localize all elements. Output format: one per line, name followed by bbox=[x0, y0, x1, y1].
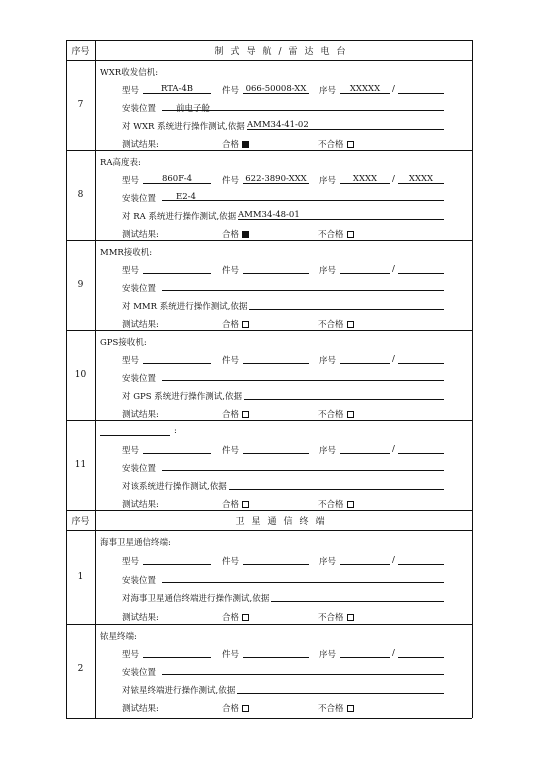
header-number-label: 序号 bbox=[71, 47, 90, 57]
serial-field-2[interactable] bbox=[398, 444, 444, 454]
pass-checkbox[interactable] bbox=[242, 501, 249, 508]
section-number: 9 bbox=[77, 280, 84, 290]
basis-field[interactable]: AMM34-48-01 bbox=[238, 210, 444, 220]
section-header-row bbox=[66, 40, 472, 60]
part-label: 件号 bbox=[222, 86, 240, 96]
table-rule bbox=[66, 718, 472, 719]
fail-label: 不合格 bbox=[318, 410, 344, 420]
equipment-section bbox=[66, 530, 472, 624]
test-instruction: 对 MMR 系统进行操作测试,依据 bbox=[122, 302, 248, 312]
custom-equipment-name-field[interactable] bbox=[100, 426, 170, 436]
result-label: 测试结果: bbox=[122, 320, 159, 330]
model-label: 型号 bbox=[122, 176, 140, 186]
serial-field-2[interactable] bbox=[398, 555, 444, 565]
serial-slash: / bbox=[392, 174, 395, 184]
result-label: 测试结果: bbox=[122, 410, 159, 420]
equipment-title: RA高度表: bbox=[100, 158, 141, 168]
pass-label: 合格 bbox=[222, 500, 240, 510]
header-title: 卫星通信终端 bbox=[235, 517, 332, 527]
location-field[interactable] bbox=[162, 462, 444, 471]
model-field[interactable] bbox=[143, 555, 211, 565]
model-field[interactable] bbox=[143, 354, 211, 364]
location-label: 安装位置 bbox=[122, 374, 157, 384]
fail-label: 不合格 bbox=[318, 500, 344, 510]
result-label: 测试结果: bbox=[122, 613, 159, 624]
equipment-title: 铱星终端: bbox=[100, 632, 137, 642]
pass-checkbox[interactable] bbox=[242, 321, 249, 328]
location-label: 安装位置 bbox=[122, 668, 157, 678]
table-column-rule bbox=[472, 40, 473, 718]
location-label: 安装位置 bbox=[122, 464, 157, 474]
result-label: 测试结果: bbox=[122, 704, 159, 714]
fail-checkbox[interactable] bbox=[347, 411, 354, 418]
equipment-section bbox=[66, 420, 472, 510]
result-label: 测试结果: bbox=[122, 230, 159, 240]
serial-slash: / bbox=[392, 84, 395, 94]
part-field[interactable] bbox=[243, 648, 309, 658]
location-field[interactable] bbox=[162, 574, 444, 583]
test-instruction: 对铱星终端进行操作测试,依据 bbox=[122, 686, 236, 696]
model-field[interactable]: 860F-4 bbox=[143, 174, 211, 184]
location-field[interactable] bbox=[162, 666, 444, 675]
header-number-label: 序号 bbox=[71, 517, 90, 527]
model-field[interactable] bbox=[143, 264, 211, 274]
serial-field[interactable]: XXXXX bbox=[340, 84, 390, 94]
serial-slash: / bbox=[392, 354, 395, 364]
model-label: 型号 bbox=[122, 650, 140, 660]
pass-checkbox[interactable] bbox=[242, 141, 249, 148]
serial-label: 序号 bbox=[319, 356, 337, 366]
serial-field-2[interactable] bbox=[398, 84, 444, 94]
pass-option[interactable] bbox=[222, 408, 249, 420]
location-field[interactable] bbox=[162, 372, 444, 381]
model-label: 型号 bbox=[122, 556, 140, 567]
pass-option[interactable] bbox=[222, 138, 249, 150]
fail-checkbox[interactable] bbox=[347, 321, 354, 328]
result-label: 测试结果: bbox=[122, 140, 159, 150]
pass-label: 合格 bbox=[222, 320, 240, 330]
serial-label: 序号 bbox=[319, 86, 337, 96]
section-number: 7 bbox=[77, 100, 84, 110]
serial-field-2[interactable] bbox=[398, 264, 444, 274]
fail-label: 不合格 bbox=[318, 320, 344, 330]
equipment-title: 海事卫星通信终端: bbox=[100, 538, 171, 548]
location-label: 安装位置 bbox=[122, 284, 157, 294]
pass-option[interactable] bbox=[222, 611, 249, 623]
fail-label: 不合格 bbox=[318, 140, 344, 150]
serial-field[interactable] bbox=[340, 648, 390, 658]
pass-option[interactable] bbox=[222, 498, 249, 510]
part-field[interactable]: 622-3890-XXX bbox=[243, 174, 309, 184]
test-instruction: 对 RA 系统进行操作测试,依据 bbox=[122, 212, 237, 222]
location-field[interactable] bbox=[162, 282, 444, 291]
part-field[interactable] bbox=[243, 555, 309, 565]
part-label: 件号 bbox=[222, 446, 240, 456]
location-label: 安装位置 bbox=[122, 104, 157, 114]
serial-field[interactable] bbox=[340, 444, 390, 454]
model-label: 型号 bbox=[122, 356, 140, 366]
part-label: 件号 bbox=[222, 266, 240, 276]
header-title: 制式导航/雷达电台 bbox=[214, 47, 353, 57]
serial-field-2[interactable]: XXXX bbox=[398, 174, 444, 184]
equipment-section bbox=[66, 150, 472, 240]
serial-slash: / bbox=[392, 264, 395, 274]
equipment-section bbox=[66, 330, 472, 420]
serial-label: 序号 bbox=[319, 266, 337, 276]
model-field[interactable] bbox=[143, 444, 211, 454]
serial-field[interactable] bbox=[340, 555, 390, 565]
fail-label: 不合格 bbox=[318, 613, 344, 624]
result-label: 测试结果: bbox=[122, 500, 159, 510]
model-field[interactable] bbox=[143, 648, 211, 658]
equipment-section bbox=[66, 240, 472, 330]
pass-option[interactable] bbox=[222, 228, 249, 240]
pass-option[interactable] bbox=[222, 318, 249, 330]
equipment-title: WXR收发信机: bbox=[100, 68, 159, 78]
model-label: 型号 bbox=[122, 86, 140, 96]
fail-checkbox[interactable] bbox=[347, 705, 354, 712]
pass-label: 合格 bbox=[222, 410, 240, 420]
location-label: 安装位置 bbox=[122, 575, 157, 586]
serial-field[interactable]: XXXX bbox=[340, 174, 390, 184]
serial-field[interactable] bbox=[340, 354, 390, 364]
fail-option[interactable] bbox=[318, 408, 354, 420]
serial-label: 序号 bbox=[319, 556, 337, 567]
section-header-row bbox=[66, 510, 472, 530]
pass-checkbox[interactable] bbox=[242, 705, 249, 712]
basis-field[interactable] bbox=[229, 480, 444, 490]
serial-slash: / bbox=[392, 648, 395, 658]
equipment-title: : bbox=[174, 426, 177, 436]
serial-label: 序号 bbox=[319, 650, 337, 660]
pass-label: 合格 bbox=[222, 704, 240, 714]
serial-field[interactable] bbox=[340, 264, 390, 274]
basis-field[interactable] bbox=[237, 684, 444, 694]
part-label: 件号 bbox=[222, 356, 240, 366]
test-instruction: 对 GPS 系统进行操作测试,依据 bbox=[122, 392, 242, 402]
equipment-section bbox=[66, 624, 472, 714]
part-field[interactable] bbox=[243, 354, 309, 364]
basis-field[interactable] bbox=[271, 592, 444, 602]
pass-label: 合格 bbox=[222, 230, 240, 240]
fail-option[interactable] bbox=[318, 138, 354, 150]
fail-label: 不合格 bbox=[318, 704, 344, 714]
pass-checkbox[interactable] bbox=[242, 614, 249, 621]
section-number: 10 bbox=[74, 370, 87, 380]
section-number: 1 bbox=[77, 572, 84, 582]
fail-option[interactable] bbox=[318, 611, 354, 623]
part-label: 件号 bbox=[222, 176, 240, 186]
pass-checkbox[interactable] bbox=[242, 411, 249, 418]
serial-slash: / bbox=[392, 554, 395, 565]
section-number: 8 bbox=[77, 190, 84, 200]
pass-option[interactable] bbox=[222, 702, 249, 714]
part-label: 件号 bbox=[222, 650, 240, 660]
model-label: 型号 bbox=[122, 446, 140, 456]
fail-checkbox[interactable] bbox=[347, 141, 354, 148]
part-field[interactable]: 066-50008-XX bbox=[243, 84, 309, 94]
section-number: 2 bbox=[77, 664, 84, 674]
basis-field[interactable] bbox=[249, 300, 444, 310]
equipment-title: GPS接收机: bbox=[100, 338, 147, 348]
form-sheet bbox=[66, 40, 472, 718]
model-label: 型号 bbox=[122, 266, 140, 276]
part-label: 件号 bbox=[222, 556, 240, 567]
location-field[interactable]: 前电子舱 bbox=[162, 102, 444, 111]
test-instruction: 对 WXR 系统进行操作测试,依据 bbox=[122, 122, 245, 132]
fail-option[interactable] bbox=[318, 702, 354, 714]
basis-field[interactable] bbox=[244, 390, 444, 400]
part-field[interactable] bbox=[243, 264, 309, 274]
fail-checkbox[interactable] bbox=[347, 501, 354, 508]
equipment-section bbox=[66, 60, 472, 150]
fail-option[interactable] bbox=[318, 498, 354, 510]
pass-label: 合格 bbox=[222, 140, 240, 150]
fail-option[interactable] bbox=[318, 318, 354, 330]
fail-checkbox[interactable] bbox=[347, 231, 354, 238]
fail-option[interactable] bbox=[318, 228, 354, 240]
test-instruction: 对海事卫星通信终端进行操作测试,依据 bbox=[122, 594, 270, 605]
location-field[interactable]: E2-4 bbox=[162, 192, 444, 201]
test-instruction: 对该系统进行操作测试,依据 bbox=[122, 482, 227, 492]
serial-label: 序号 bbox=[319, 446, 337, 456]
serial-field-2[interactable] bbox=[398, 354, 444, 364]
basis-field[interactable]: AMM34-41-02 bbox=[247, 120, 444, 130]
fail-label: 不合格 bbox=[318, 230, 344, 240]
fail-checkbox[interactable] bbox=[347, 614, 354, 621]
section-number: 11 bbox=[74, 460, 87, 470]
equipment-title: MMR接收机: bbox=[100, 248, 153, 258]
part-field[interactable] bbox=[243, 444, 309, 454]
serial-label: 序号 bbox=[319, 176, 337, 186]
serial-field-2[interactable] bbox=[398, 648, 444, 658]
location-label: 安装位置 bbox=[122, 194, 157, 204]
serial-slash: / bbox=[392, 444, 395, 454]
pass-label: 合格 bbox=[222, 613, 240, 624]
model-field[interactable]: RTA-4B bbox=[143, 84, 211, 94]
pass-checkbox[interactable] bbox=[242, 231, 249, 238]
